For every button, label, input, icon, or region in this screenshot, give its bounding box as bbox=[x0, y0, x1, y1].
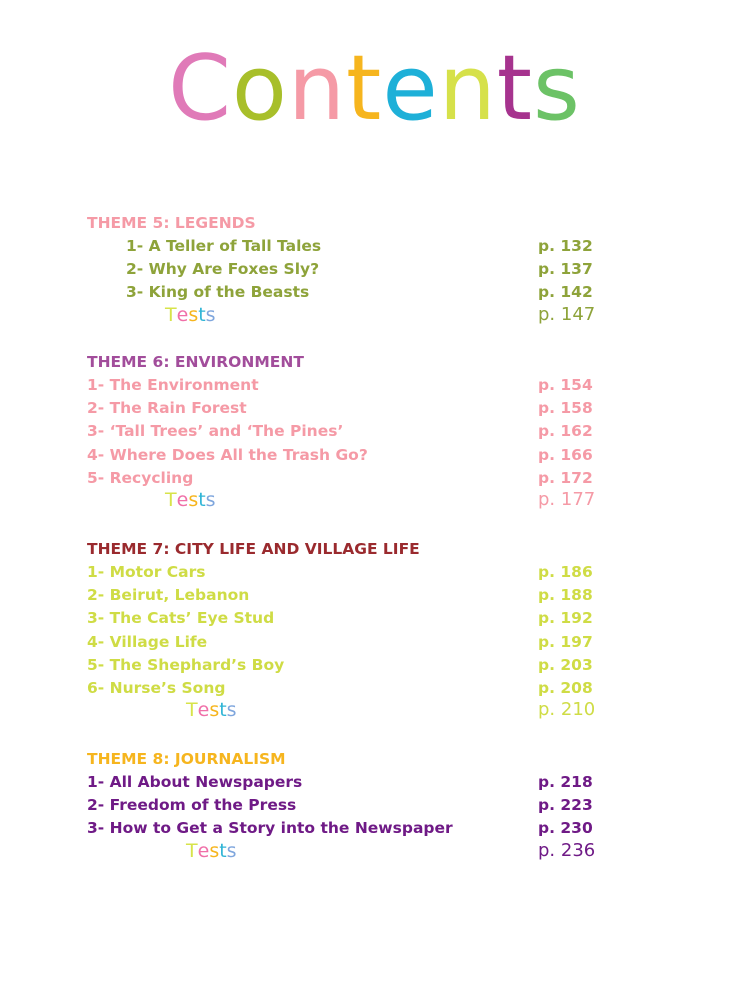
toc-entry-title: 2- The Rain Forest bbox=[87, 399, 247, 418]
tests-letter: t bbox=[198, 489, 206, 511]
tests-entry[interactable] bbox=[0, 839, 749, 864]
tests-letter: s bbox=[226, 699, 237, 722]
tests-letter: e bbox=[176, 489, 189, 511]
toc-entry[interactable] bbox=[0, 239, 749, 261]
toc-entry[interactable] bbox=[0, 821, 749, 843]
toc-entry[interactable] bbox=[0, 681, 749, 703]
theme-heading: THEME 5: LEGENDS bbox=[87, 214, 256, 232]
toc-entry[interactable] bbox=[0, 468, 749, 493]
toc-entry-page: p. 166 bbox=[538, 445, 593, 464]
tests-page: p. 236 bbox=[538, 839, 596, 861]
title-letter: n bbox=[287, 36, 347, 141]
tests-entry[interactable] bbox=[0, 303, 749, 328]
tests-letter: s bbox=[188, 303, 199, 326]
tests-letter: t bbox=[219, 839, 227, 862]
toc-entry-title: 4- Village Life bbox=[87, 632, 208, 651]
toc-entry-title: 1- The Environment bbox=[87, 376, 259, 394]
toc-entry[interactable] bbox=[0, 565, 749, 587]
tests-label bbox=[165, 303, 216, 326]
tests-letter: T bbox=[165, 303, 177, 326]
toc-entry-page: p. 218 bbox=[538, 773, 593, 791]
theme-heading: THEME 8: JOURNALISM bbox=[87, 750, 286, 768]
toc-entry[interactable] bbox=[0, 262, 749, 284]
toc-entry-title: 6- Nurse’s Song bbox=[87, 679, 226, 697]
toc-entry-title: 4- Where Does All the Trash Go? bbox=[87, 445, 368, 464]
toc-entry[interactable] bbox=[0, 588, 749, 610]
toc-entry[interactable] bbox=[0, 445, 749, 470]
toc-entry-page: p. 162 bbox=[538, 422, 593, 441]
tests-entry[interactable] bbox=[0, 701, 749, 723]
toc-entry-page: p. 208 bbox=[538, 679, 593, 697]
toc-entry-title: 1- All About Newspapers bbox=[87, 773, 303, 791]
title-letter: t bbox=[496, 36, 534, 141]
toc-entry-page: p. 142 bbox=[538, 283, 593, 302]
tests-letter: s bbox=[226, 839, 237, 862]
toc-entry-title: 3- How to Get a Story into the Newspaper bbox=[87, 819, 453, 838]
toc-entry-page: p. 188 bbox=[538, 586, 593, 605]
tests-letter: s bbox=[205, 303, 216, 326]
toc-entry-title: 1- A Teller of Tall Tales bbox=[126, 237, 322, 255]
tests-page: p. 210 bbox=[538, 699, 596, 721]
toc-entry-title: 2- Beirut, Lebanon bbox=[87, 586, 250, 605]
tests-page: p. 177 bbox=[538, 489, 596, 510]
tests-label bbox=[186, 839, 237, 862]
title-letter: n bbox=[438, 36, 497, 141]
toc-entry[interactable] bbox=[0, 611, 749, 633]
toc-entry-title: 5- Recycling bbox=[87, 468, 194, 487]
toc-entry-title: 5- The Shephard’s Boy bbox=[87, 655, 285, 674]
toc-entry[interactable] bbox=[0, 285, 749, 307]
toc-entry-page: p. 186 bbox=[538, 563, 593, 581]
toc-entry[interactable] bbox=[0, 655, 749, 680]
tests-letter: t bbox=[198, 303, 206, 326]
tests-letter: T bbox=[186, 839, 198, 862]
title-letter: C bbox=[168, 36, 232, 141]
toc-entry[interactable] bbox=[0, 401, 749, 423]
tests-letter: t bbox=[219, 699, 227, 722]
toc-entry-title: 2- Why Are Foxes Sly? bbox=[126, 260, 320, 279]
toc-entry-page: p. 172 bbox=[538, 468, 593, 487]
toc-entry[interactable] bbox=[0, 632, 749, 657]
toc-entry-title: 3- ‘Tall Trees’ and ‘The Pines’ bbox=[87, 422, 344, 441]
toc-entry-page: p. 203 bbox=[538, 655, 593, 674]
tests-letter: T bbox=[186, 699, 198, 722]
toc-entry-page: p. 158 bbox=[538, 399, 593, 418]
tests-label bbox=[186, 701, 237, 720]
toc-entry-page: p. 230 bbox=[538, 819, 593, 838]
title-letter: s bbox=[533, 36, 581, 141]
toc-entry[interactable] bbox=[0, 378, 749, 400]
theme-heading: THEME 6: ENVIRONMENT bbox=[87, 353, 304, 371]
toc-entry-page: p. 197 bbox=[538, 632, 593, 651]
toc-entry-page: p. 223 bbox=[538, 796, 593, 815]
page-title bbox=[0, 36, 749, 141]
toc-entry-title: 3- King of the Beasts bbox=[126, 283, 310, 302]
tests-letter: T bbox=[165, 489, 177, 511]
tests-page: p. 147 bbox=[538, 303, 596, 325]
tests-entry[interactable] bbox=[0, 491, 749, 513]
title-letter: o bbox=[231, 36, 288, 141]
toc-entry-title: 2- Freedom of the Press bbox=[87, 796, 297, 815]
toc-entry[interactable] bbox=[0, 798, 749, 820]
tests-letter: s bbox=[188, 489, 199, 511]
tests-letter: s bbox=[209, 839, 220, 862]
title-letter: t bbox=[346, 36, 383, 141]
toc-entry[interactable] bbox=[0, 775, 749, 797]
tests-letter: s bbox=[205, 489, 216, 511]
toc-entry-page: p. 132 bbox=[538, 237, 593, 255]
tests-letter: s bbox=[209, 699, 220, 722]
tests-letter: e bbox=[197, 699, 210, 722]
toc-entry-page: p. 192 bbox=[538, 609, 593, 628]
theme-heading: THEME 7: CITY LIFE AND VILLAGE LIFE bbox=[87, 540, 420, 558]
tests-letter: e bbox=[176, 303, 189, 326]
toc-entry-title: 3- The Cats’ Eye Stud bbox=[87, 609, 275, 628]
tests-label bbox=[165, 491, 216, 510]
toc-entry[interactable] bbox=[0, 424, 749, 446]
toc-entry-page: p. 137 bbox=[538, 260, 593, 279]
toc-entry-page: p. 154 bbox=[538, 376, 593, 394]
toc-entry-title: 1- Motor Cars bbox=[87, 563, 206, 581]
tests-letter: e bbox=[197, 839, 210, 862]
title-letter: e bbox=[382, 36, 439, 141]
